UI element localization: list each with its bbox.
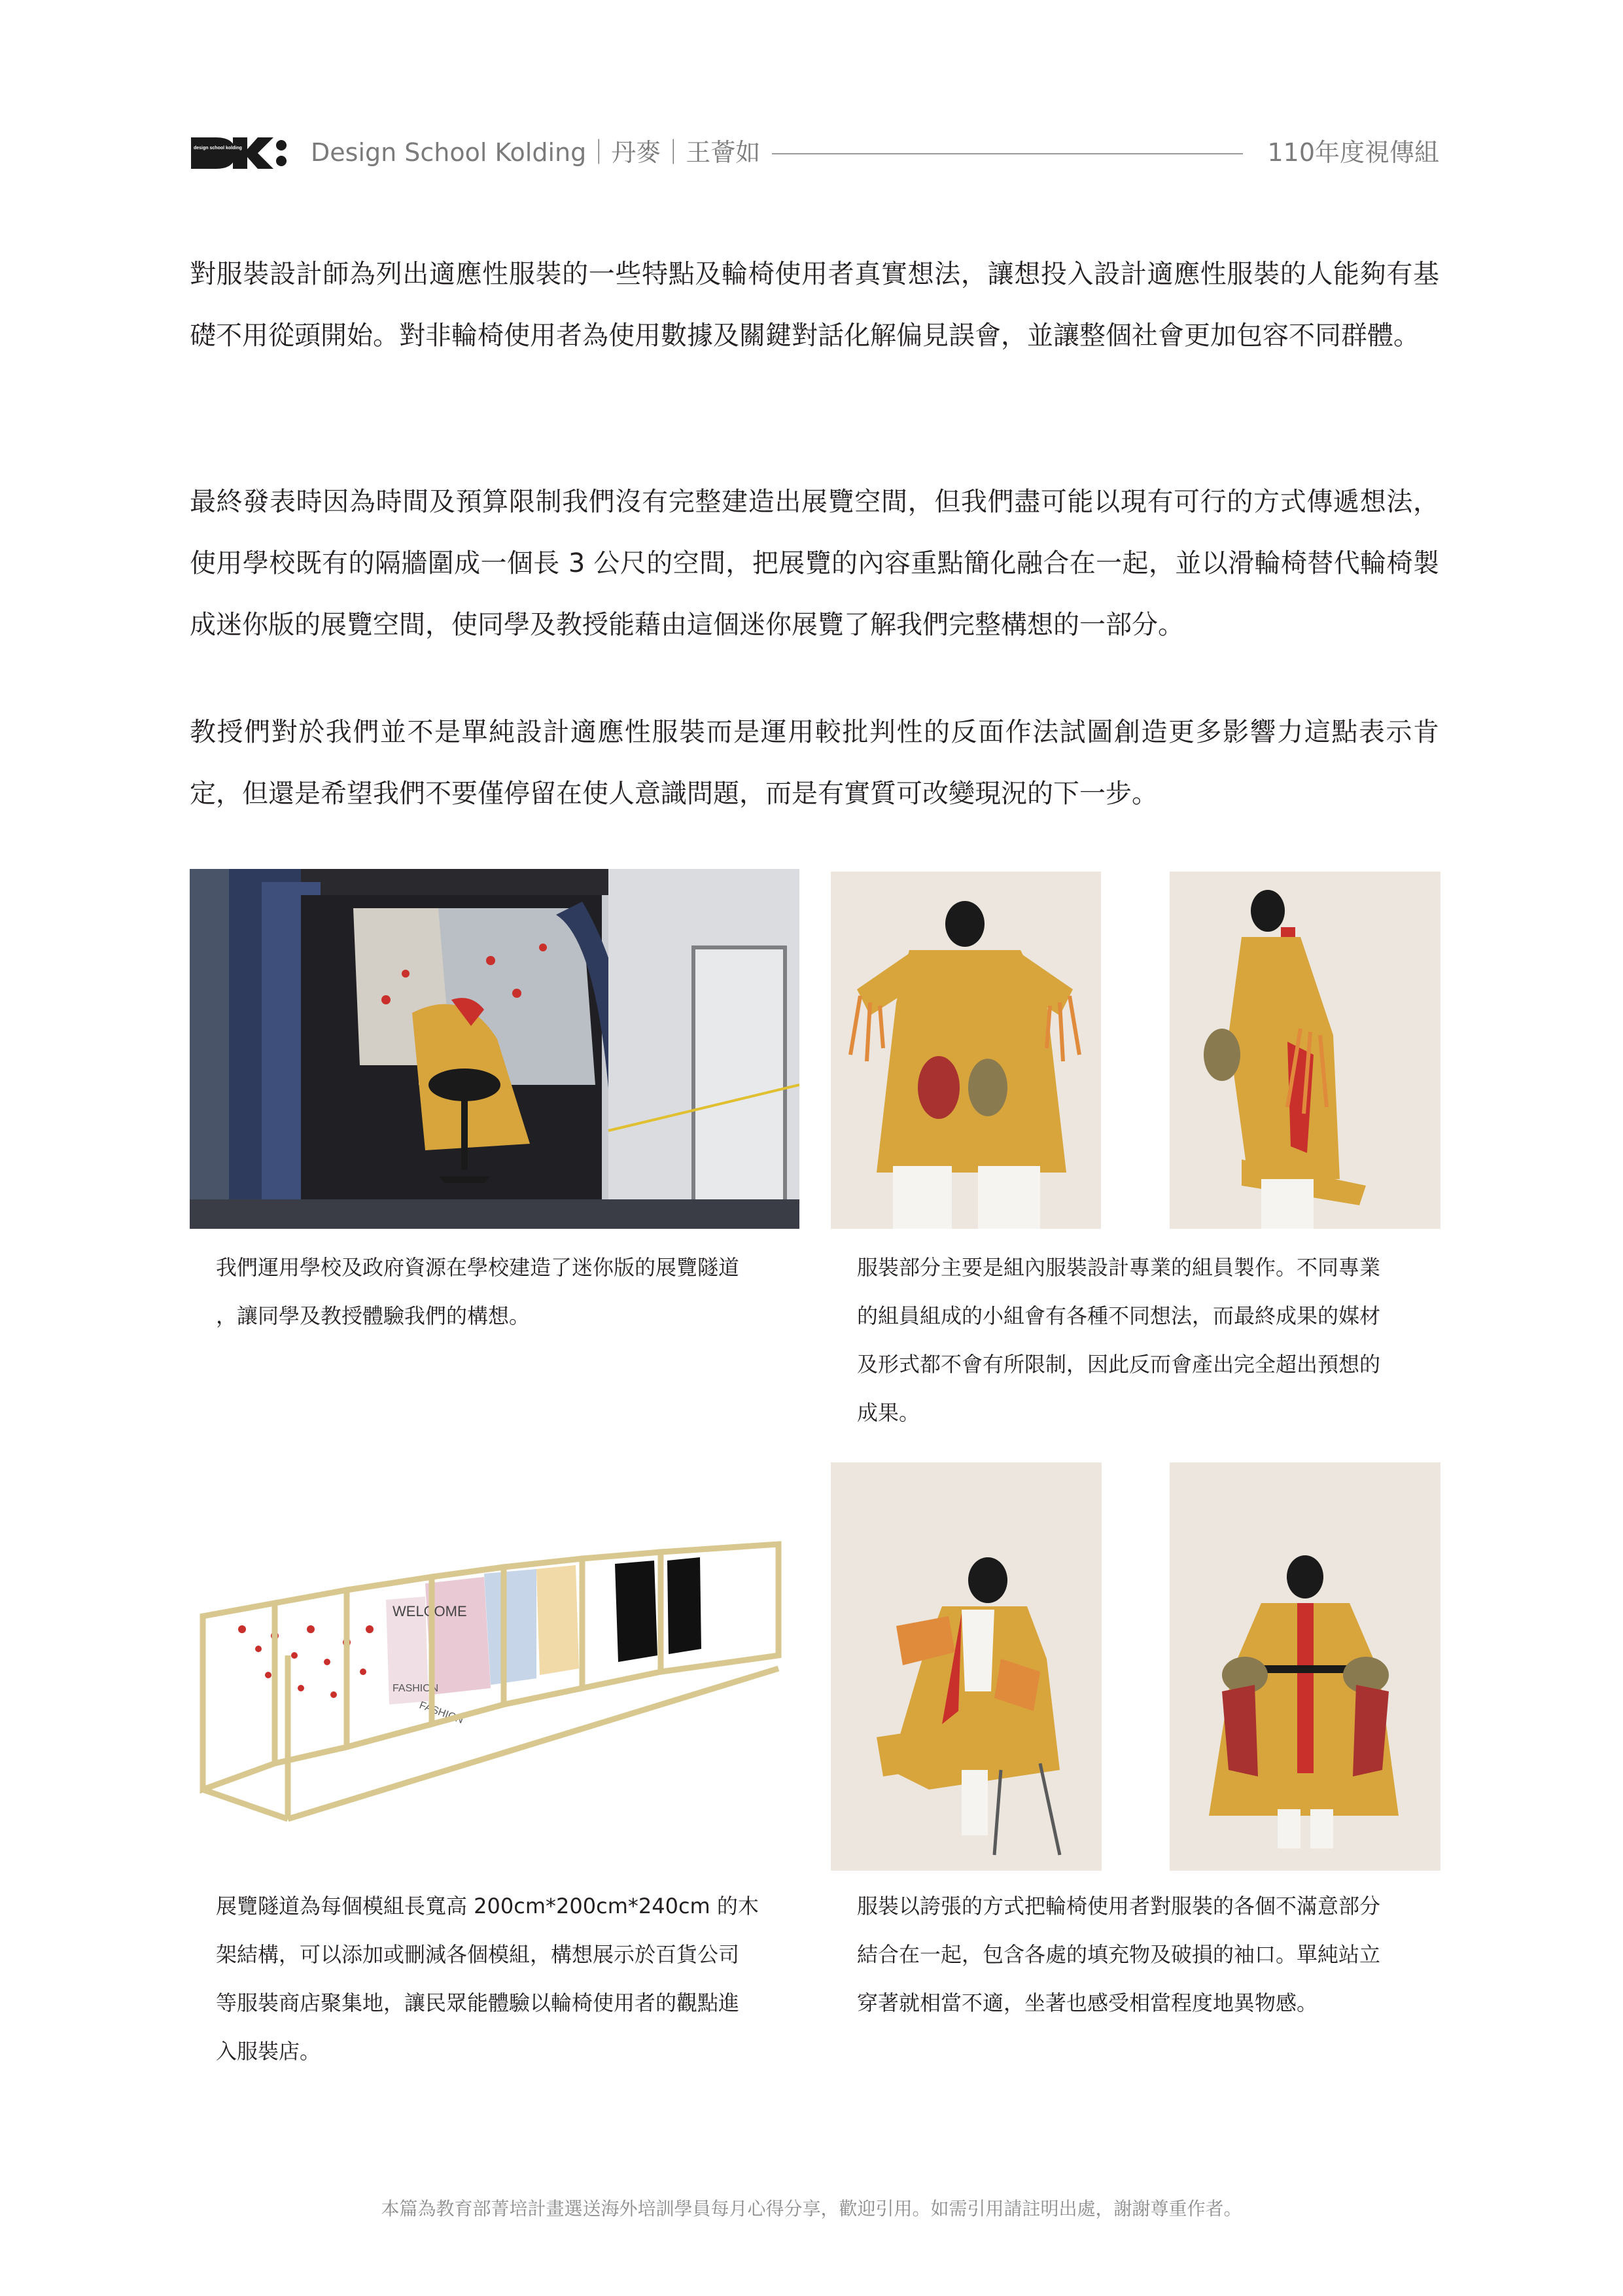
exhibition-tunnel-photo	[190, 869, 799, 1229]
school-label: Design School Kolding｜丹麥｜王薈如	[311, 138, 761, 167]
page-footer: 本篇為教育部菁培計畫選送海外培訓學員每月心得分享，歡迎引用。如需引用請註明出處，謝謝尊重作者。	[381, 2198, 1242, 2219]
caption-exhibition-tunnel	[216, 1243, 739, 1340]
header-rule	[772, 153, 1243, 154]
garment-seated-photo	[831, 1462, 1102, 1871]
paragraph-feedback: 教授們對於我們並不是單純設計適應性服裝而是運用較批判性的反面作法試圖創造更多影響力這點表示肯定，但還是希望我們不要僅停留在使人意識問題，而是有實質可改變現況的下一步。	[190, 717, 1439, 809]
garment-back-photo	[831, 872, 1101, 1229]
exhibition-frame-render	[196, 1538, 792, 1832]
render-welcome-sign: WELCOME	[393, 1603, 467, 1619]
render-fashion-sign-1: FASHION	[393, 1683, 439, 1694]
page-header	[190, 131, 1439, 177]
caption-line: 服裝部分主要是組內服裝設計專業的組員製作。不同專業	[857, 1255, 1381, 1280]
caption-line: 的組員組成的小組會有各種不同想法，而最終成果的媒材	[857, 1303, 1381, 1328]
paragraph-presentation: 最終發表時因為時間及預算限制我們沒有完整建造出展覽空間，但我們盡可能以現有可行的方式傳遞想法，使用學校既有的隔牆圍成一個長 3 公尺的空間，把展覽的內容重點簡化融合在一起，並以滑輪椅替代輪椅製成迷你版的展覽空間，使同學及教授能藉由這個迷你展覽了解我們完整構想的一部分。	[190, 487, 1439, 640]
caption-line: 結合在一起，包含各處的填充物及破損的袖口。單純站立	[857, 1942, 1381, 1967]
caption-exaggerated-garment	[857, 1882, 1380, 2027]
logo-wordmark: design school kolding	[194, 146, 242, 150]
caption-line: 架結構，可以添加或刪減各個模組，構想展示於百貨公司	[216, 1942, 740, 1967]
caption-garment-production	[857, 1243, 1380, 1437]
group-label: 110年度視傳組	[1267, 138, 1439, 167]
caption-line: 成果。	[857, 1400, 920, 1425]
caption-line: 我們運用學校及政府資源在學校建造了迷你版的展覽隧道	[216, 1255, 740, 1280]
caption-line: ，讓同學及教授體驗我們的構想。	[216, 1303, 531, 1328]
dk-logo	[190, 135, 288, 171]
caption-line: 服裝以誇張的方式把輪椅使用者對服裝的各個不滿意部分	[857, 1894, 1381, 1918]
caption-frame-structure	[216, 1882, 759, 2075]
caption-line: 及形式都不會有所限制，因此反而會產出完全超出預想的	[857, 1352, 1381, 1377]
caption-line: 展覽隧道為每個模組長寬高 200cm*200cm*240cm 的木	[216, 1894, 759, 1918]
garment-side-photo	[1170, 872, 1440, 1229]
paragraph-goals: 對服裝設計師為列出適應性服裝的一些特點及輪椅使用者真實想法，讓想投入設計適應性服裝的人能夠有基礎不用從頭開始。對非輪椅使用者為使用數據及關鍵對話化解偏見誤會，並讓整個社會更加包容不同群體。	[190, 259, 1439, 351]
caption-line: 入服裝店。	[216, 2039, 321, 2064]
caption-line: 等服裝商店聚集地，讓民眾能體驗以輪椅使用者的觀點進	[216, 1990, 740, 2015]
garment-standing-photo	[1170, 1462, 1440, 1871]
render-fashion-sign-2: FASHION	[417, 1699, 465, 1726]
caption-line: 穿著就相當不適，坐著也感受相當程度地異物感。	[857, 1990, 1318, 2015]
